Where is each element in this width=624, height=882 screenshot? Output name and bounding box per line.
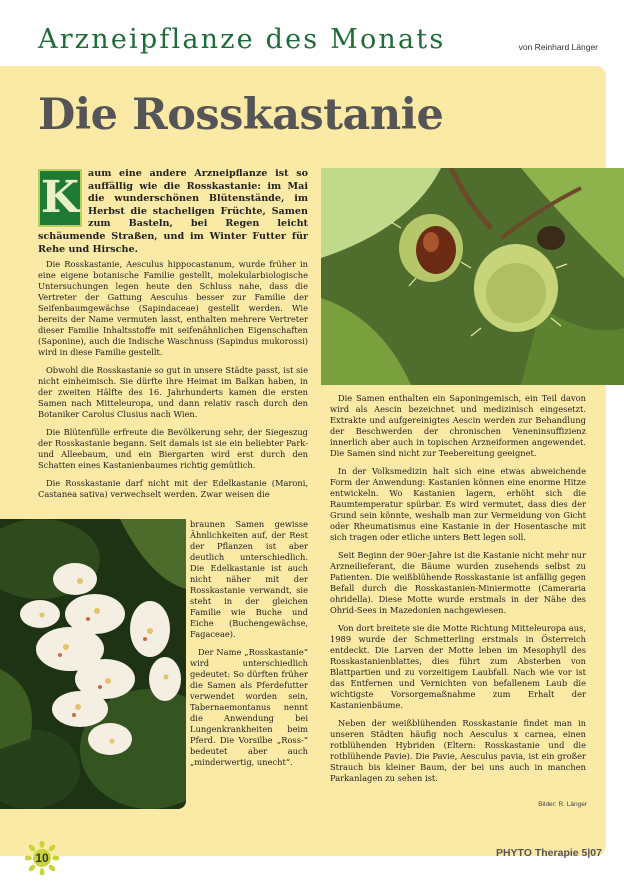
- dropcap-letter: K: [40, 172, 80, 223]
- body-paragraph: In der Volksmedizin halt sich eine etwas abweichende Form der Anwendung: Kastanien können eine enorme Hitze entwickeln. Wo Kastanien lagern, erhöht sich die Raumtemperatur spürbar. Es wird vermutet, dass dies der Grund sein könnte, weshalb man zur Vermeidung von Gicht oder Rheumatismus eine Kastanie in der Hosentasche mit sich tragen oder etliche unters Bett legen soll.: [330, 466, 586, 542]
- left-column: [38, 259, 308, 507]
- body-paragraph: Die Samen enthalten ein Saponingemisch, ein Teil davon wird als Aescin bezeichnet und medizinisch eingesetzt. Extrakte und aufgereinigtes Aescin werden zur Behandlung der Beschwerden der chronischen Veneninsuffizienz innerlich aber auch in topischen Arzneiformen angewendet. Die Samen sind nicht zur Teebereitung geeignet.: [330, 393, 586, 458]
- body-paragraph: Die Blütenfülle erfreute die Bevölkerung sehr, der Siegeszug der Rosskastanie begann. Seit damals ist sie ein beliebter Park- und Alleebaum, und ein Biergarten wird erst durch den Schatten eines Kastanienbaumes richtig gemütlich.: [38, 427, 308, 470]
- dropcap-ornament: [38, 169, 82, 227]
- series-title: Arzneipflanze des Monats: [38, 24, 446, 55]
- photo-credit: Bilder: R. Länger: [538, 801, 587, 808]
- blossom-photo: [0, 519, 186, 809]
- body-paragraph: Neben der weißblühenden Rosskastanie findet man in unseren Städten häufig noch Aesculus x carnea, einen rotblühenden Hybriden (Eltern: Rosskastanie und die rotblühende Pavie). Die Pavie, Aesculus pavia, ist ein großer Strauch bis kleiner Baum, der bei uns auch in manchen Parkanlagen zu sehen ist.: [330, 718, 586, 783]
- lead-text: aum eine andere Arzneipflanze ist so auffällig wie die Rosskastanie: im Mai die wunderschönen Blütenstände, im Herbst die stacheligen Früchte, Samen zum Basteln, bei Regen leicht schäumende Straßen, und im Winter Futter für Rehe und Hirsche.: [38, 168, 308, 255]
- byline: von Reinhard Länger: [518, 42, 598, 52]
- page-number: 10: [35, 851, 49, 865]
- lead-paragraph: [38, 168, 308, 256]
- body-paragraph: Die Rosskastanie, Aesculus hippocastanum, wurde früher in eine eigene botanische Familie gestellt, molekularbiologische Untersuchungen legen heute den Schluss nahe, dass die Vertreter der Gattung Aesculus besser zur Familie der Seifenbaumgewächse (Sapindaceae) gestellt werden. Wie bereits der Name vermuten lasst, enthalten mehrere Vertreter dieser Familie Inhaltsstoffe mit seifenähnlichen Eigenschaften (Saponine), auch die Indische Waschnuss (Sapindus mukorossi) wird in diese Familie gestellt.: [38, 259, 308, 357]
- body-paragraph: Obwohl die Rosskastanie so gut in unsere Städte passt, ist sie nicht einheimisch. Sie dürfte ihre Heimat im Balkan haben, in der zweiten Hälfte des 16. Jahrhunderts kamen die ersten Samen nach Mitteleuropa, und dann relativ rasch durch den Botaniker Carolus Clusius nach Wien.: [38, 365, 308, 419]
- page-number-badge: [25, 841, 59, 875]
- body-paragraph: braunen Samen gewisse Ähnlichkeiten auf, der Rest der Pflanzen ist aber deutlich unterschiedlich. Die Edelkastanie ist auch nicht näher mit der Rosskastanie verwandt, sie steht in der gleichen Familie wie Buche und Eiche (Buchengewächse, Fagaceae).: [190, 519, 308, 639]
- body-paragraph: Seit Beginn der 90er-Jahre ist die Kastanie nicht mehr nur Arzneilieferant, die Bäume wurden zusehends selbst zu Patienten. Die weißblühende Rosskastanie ist anfällig gegen Befall durch die Rosskastanien-Miniermotte (Cameraria ohridella). Diese Motte wurde erstmals in der Nähe des Ohrid-Sees in Mazedonien nachgewiesen.: [330, 550, 586, 615]
- body-paragraph: Die Rosskastanie darf nicht mit der Edelkastanie (Maroni, Castanea sativa) verwechselt werden. Zwar weisen die: [38, 478, 308, 499]
- wrap-column: [190, 519, 308, 775]
- chestnut-photo: [321, 168, 624, 385]
- article-title: Die Rosskastanie: [38, 90, 444, 140]
- body-paragraph: Der Name „Rosskastanie“ wird unterschiedlich gedeutet: So dürften früher die Samen als Pferdefutter verwendet worden sein, Tabernaemontanus nennt die Anwendung bei Lungenkrankheiten beim Pferd. Die Vorsilbe „Ross-“ bedeutet aber auch „minderwertig, unecht“.: [190, 647, 308, 767]
- body-paragraph: Von dort breitete sie die Motte Richtung Mitteleuropa aus, 1989 wurde der Schmetterling erstmals in Österreich entdeckt. Die Larven der Motte leben im Mesophyll des Rosskastanienblattes, dies führt zum Absterben von Blattpartien und zu vorzeitigem Laubfall. Nach wie vor ist das Entfernen und Vernichten von befallenem Laub die wichtigste Vorsorgemaßnahme zum Erhalt der Kastanienbäume.: [330, 623, 586, 710]
- footer-brand: PHYTO Therapie 5|07: [495, 847, 602, 859]
- right-column: [330, 393, 586, 791]
